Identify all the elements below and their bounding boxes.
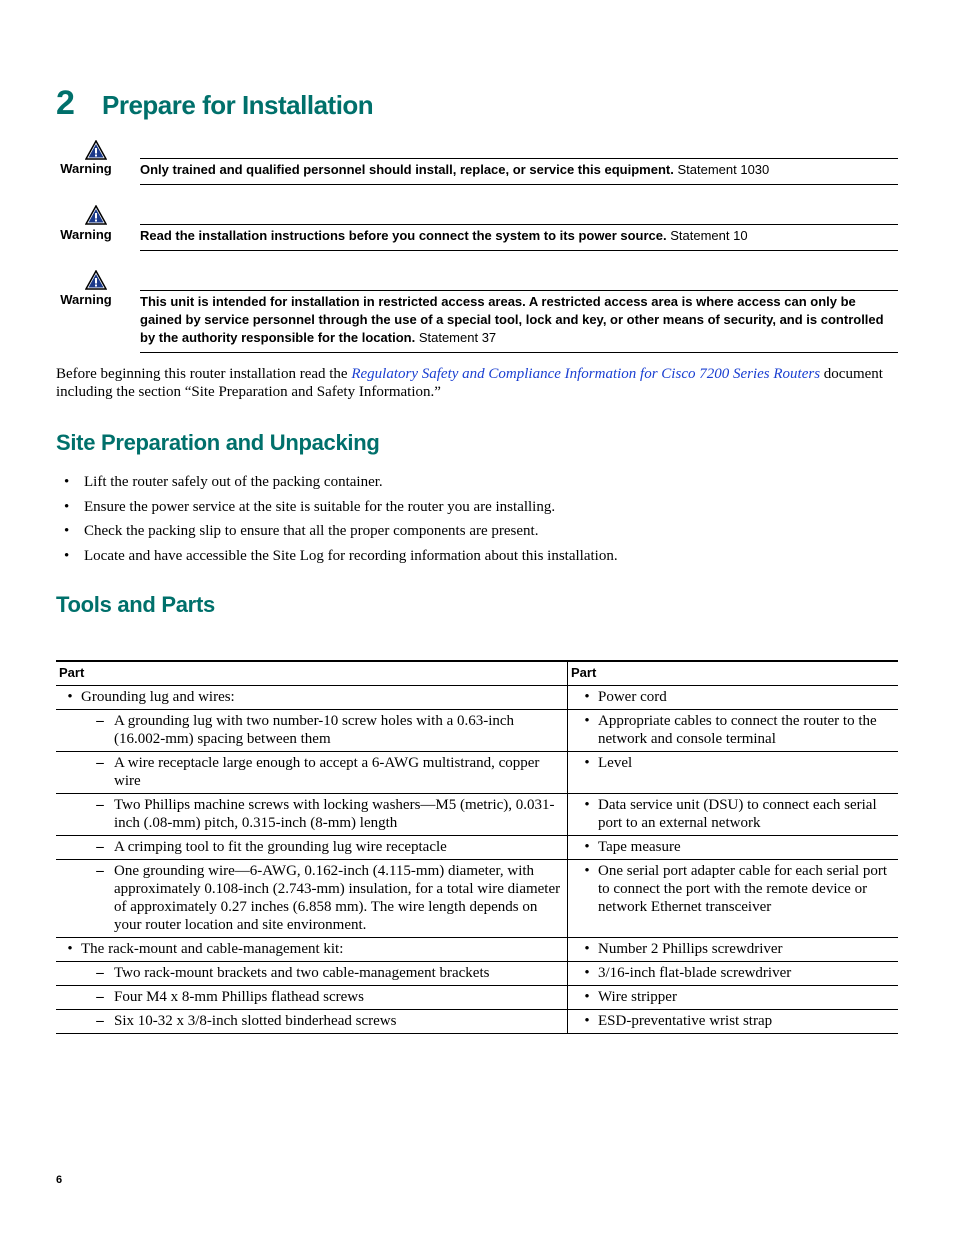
table-cell-right — [568, 962, 899, 986]
chapter-title: Prepare for Installation — [102, 90, 374, 120]
table-cell-right — [568, 986, 899, 1010]
dash-marker: – — [96, 1013, 104, 1029]
intro-text-after: document including the section “Site Preparation and Safety Information.” — [56, 366, 883, 400]
column-header: Part — [568, 661, 899, 686]
bullet-marker: • — [584, 689, 590, 705]
page-number: 6 — [56, 1174, 63, 1186]
cell-text: Two rack-mount brackets and two cable-management brackets — [114, 965, 490, 981]
cell-text: Level — [598, 755, 633, 771]
warning-triangle-icon — [85, 205, 107, 225]
table-row — [56, 686, 898, 710]
table-header-row — [56, 661, 898, 686]
list-item: • Check the packing slip to ensure that all the proper components are present. — [56, 521, 898, 546]
list-item: • Locate and have accessible the Site Log for recording information about this installation. — [56, 546, 898, 571]
cell-text: Wire stripper — [598, 989, 677, 1005]
warning-text — [140, 158, 898, 185]
column-header: Part — [56, 661, 568, 686]
table-cell-left — [56, 836, 568, 860]
table-cell-left — [56, 710, 568, 752]
warning-bold-text: Only trained and qualified personnel should install, replace, or service this equipment. — [140, 162, 674, 177]
bullet-marker: • — [584, 941, 590, 957]
list-item: • Lift the router safely out of the packing container. — [56, 472, 898, 497]
warning-bold-text: This unit is intended for installation in restricted access areas. A restricted access area is where access can only be gained by service personnel through the use of a special tool, lock and key, or other means of security, and is controlled by the authority responsible for the location. — [140, 294, 884, 345]
bullet-marker: • — [584, 863, 590, 879]
warning-bold-text: Read the installation instructions before you connect the system to its power source. — [140, 228, 667, 243]
warning-text — [140, 290, 898, 353]
tools-parts-table — [56, 660, 898, 1034]
table-cell-left — [56, 752, 568, 794]
bullet-marker: • — [584, 713, 590, 729]
bullet-marker: • — [67, 941, 73, 957]
cell-text: Four M4 x 8-mm Phillips flathead screws — [114, 989, 364, 1005]
warning-statement: Statement 10 — [670, 228, 748, 243]
table-cell-right — [568, 938, 899, 962]
bullet-marker: • — [584, 989, 590, 1005]
warning-label: Warning — [60, 227, 112, 242]
table-cell-right — [568, 710, 899, 752]
bullet-marker: • — [584, 839, 590, 855]
dash-marker: – — [96, 989, 104, 1005]
table-cell-left — [56, 860, 568, 938]
cell-text: A wire receptacle large enough to accept a 6-AWG multistrand, copper wire — [114, 755, 540, 789]
table-cell-left — [56, 686, 568, 710]
tools-heading: Tools and Parts — [56, 592, 215, 617]
warning-triangle-icon — [85, 140, 107, 160]
table-cell-left — [56, 962, 568, 986]
warning-label: Warning — [60, 161, 112, 176]
table-cell-right — [568, 752, 899, 794]
table-cell-right — [568, 794, 899, 836]
table-row — [56, 986, 898, 1010]
warning-label: Warning — [60, 292, 112, 307]
table-row — [56, 938, 898, 962]
warning-text — [140, 224, 898, 251]
table-row — [56, 1010, 898, 1034]
dash-marker: – — [96, 755, 104, 771]
dash-marker: – — [96, 863, 104, 879]
dash-marker: – — [96, 839, 104, 855]
warning-statement: Statement 37 — [418, 330, 497, 345]
cell-text: Data service unit (DSU) to connect each serial port to an external network — [598, 797, 877, 831]
table-row — [56, 710, 898, 752]
chapter-heading — [56, 84, 373, 123]
cell-text: Grounding lug and wires: — [81, 689, 235, 705]
cell-text: A crimping tool to fit the grounding lug wire receptacle — [114, 839, 447, 855]
cell-text: A grounding lug with two number-10 screw holes with a 0.63-inch (16.002-mm) spacing between them — [114, 713, 515, 747]
cell-text: One serial port adapter cable for each serial port to connect the port with the remote device or network Ethernet transceiver — [598, 863, 888, 915]
cell-text: The rack-mount and cable-management kit: — [81, 941, 344, 957]
cell-text: Tape measure — [598, 839, 681, 855]
cell-text: 3/16-inch flat-blade screwdriver — [598, 965, 792, 981]
site-prep-list — [56, 472, 898, 570]
cell-text: Power cord — [598, 689, 667, 705]
bullet-marker: • — [584, 1013, 590, 1029]
table-row — [56, 860, 898, 938]
site-prep-heading: Site Preparation and Unpacking — [56, 430, 380, 455]
table-row — [56, 836, 898, 860]
table-cell-right — [568, 686, 899, 710]
dash-marker: – — [96, 797, 104, 813]
intro-paragraph — [56, 365, 898, 401]
table-cell-right — [568, 860, 899, 938]
cell-text: One grounding wire—6-AWG, 0.162-inch (4.115-mm) diameter, with approximately 0.108-inch (2.743-mm) insulation, for a total wire diameter of approximately 0.27 inches (6.858 mm). The wire length depends on your router location and site environment. — [114, 863, 561, 933]
dash-marker: – — [96, 713, 104, 729]
table-cell-right — [568, 836, 899, 860]
table-cell-left — [56, 1010, 568, 1034]
cell-text: Two Phillips machine screws with locking washers—M5 (metric), 0.031-inch (.08-mm) pitch, 0.315-inch (8-mm) length — [114, 797, 555, 831]
cell-text: Six 10-32 x 3/8-inch slotted binderhead screws — [114, 1013, 397, 1029]
table-cell-right — [568, 1010, 899, 1034]
table-cell-left — [56, 794, 568, 836]
regulatory-doc-link[interactable]: Regulatory Safety and Compliance Information for Cisco 7200 Series Routers — [351, 366, 821, 382]
bullet-marker: • — [584, 965, 590, 981]
table-row — [56, 794, 898, 836]
intro-text-before: Before beginning this router installation read the — [56, 366, 352, 382]
table-row — [56, 752, 898, 794]
table-cell-left — [56, 986, 568, 1010]
bullet-marker: • — [584, 755, 590, 771]
chapter-number: 2 — [56, 84, 75, 122]
cell-text: Appropriate cables to connect the router to the network and console terminal — [598, 713, 877, 747]
warning-triangle-icon — [85, 270, 107, 290]
table-row — [56, 962, 898, 986]
dash-marker: – — [96, 965, 104, 981]
bullet-marker: • — [584, 797, 590, 813]
bullet-marker: • — [67, 689, 73, 705]
table-cell-left — [56, 938, 568, 962]
cell-text: ESD-preventative wrist strap — [598, 1013, 773, 1029]
list-item: • Ensure the power service at the site is suitable for the router you are installing. — [56, 497, 898, 522]
cell-text: Number 2 Phillips screwdriver — [598, 941, 783, 957]
warning-statement: Statement 1030 — [677, 162, 770, 177]
